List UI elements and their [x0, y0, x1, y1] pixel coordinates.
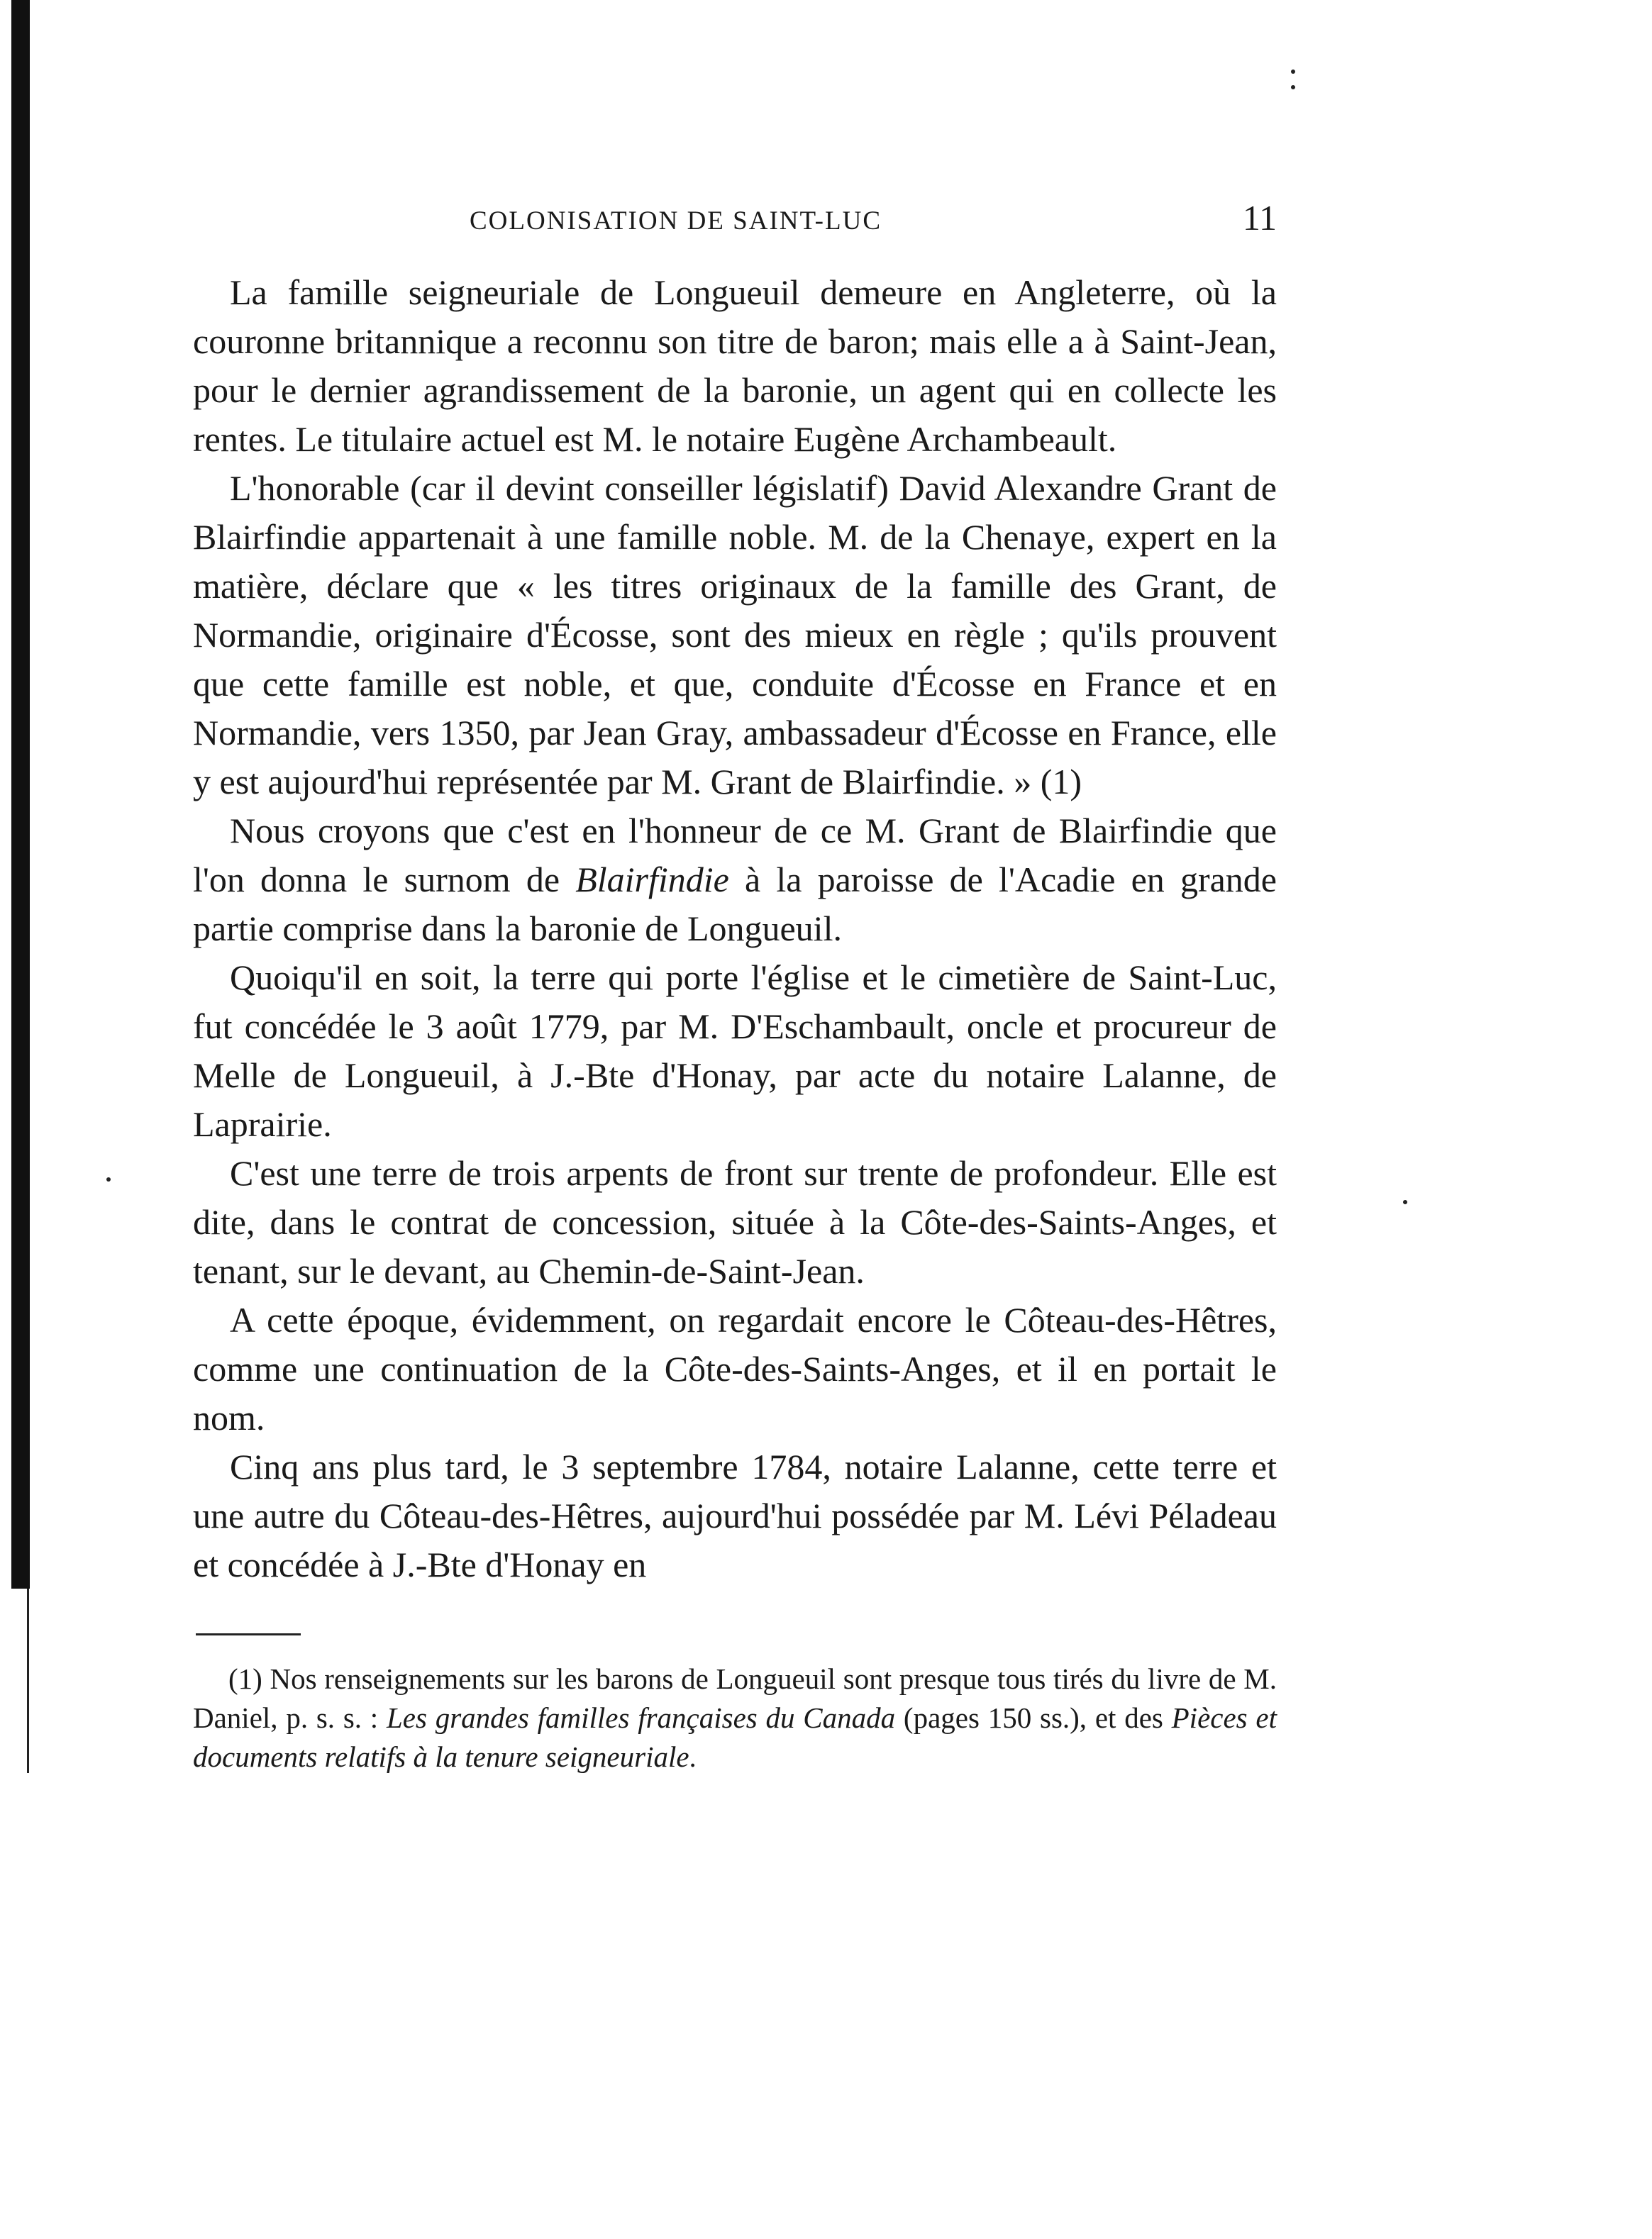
footnote-title: Pièces et documents relatifs à la tenure seigneuriale	[193, 1701, 1277, 1773]
binding-edge	[11, 0, 30, 1589]
page-number: 11	[1242, 198, 1277, 238]
binding-edge-line	[27, 1589, 29, 1773]
footnote-text: .	[689, 1740, 697, 1773]
book-page	[193, 199, 1277, 1777]
paragraph-text: Nous croyons que c'est en l'honneur de ce M. Grant de Blairfindie que l'on donna le surnom de	[193, 811, 1277, 899]
running-head	[193, 199, 1277, 255]
paragraph: La famille seigneuriale de Longueuil demeure en Angleterre, où la couronne britannique a reconnu son titre de baron; mais elle a à Saint-Jean, pour le dernier agrandissement de la baronie, un agent qui en collecte les rentes. Le titulaire actuel est M. le notaire Eugène Archambeault.	[193, 272, 1277, 459]
footnote-title: Les grandes familles françaises du Canada	[386, 1701, 896, 1734]
running-title: COLONISATION DE SAINT-LUC	[470, 206, 882, 235]
paragraph: L'honorable (car il devint conseiller législatif) David Alexandre Grant de Blairfindie appartenait à une famille noble. M. de la Chenaye, expert en la matière, déclare que « les titres originaux de la famille des Grant, de Normandie, originaire d'Écosse, sont des mieux en règle ; qu'ils prouvent que cette famille est noble, et que, conduite d'Écosse en France et en Normandie, vers 1350, par Jean Gray, ambassadeur d'Écosse en France, elle y est aujourd'hui représentée par M. Grant de Blairfindie. » (1)	[193, 468, 1277, 801]
scan-speck	[106, 1177, 111, 1182]
paragraph: C'est une terre de trois arpents de front sur trente de profondeur. Elle est dite, dans le contrat de concession, située à la Côte-des-Saints-Anges, et tenant, sur le devant, au Chemin-de-Saint-Jean.	[193, 1153, 1277, 1291]
footnote	[193, 1660, 1277, 1777]
body-text	[193, 268, 1277, 1589]
scan-speck	[1291, 85, 1295, 89]
italic-term: Blairfindie	[575, 860, 729, 899]
paragraph: A cette époque, évidemment, on regardait encore le Côteau-des-Hêtres, comme une continuation de la Côte-des-Saints-Anges, et il en portait le nom.	[193, 1300, 1277, 1438]
scan-speck	[1403, 1200, 1407, 1204]
footnote-rule	[196, 1633, 301, 1635]
paragraph-text: à la paroisse de l'Acadie en grande partie comprise dans la baronie de Longueuil.	[193, 860, 1277, 948]
footnote-text: (1) Nos renseignements sur les barons de Longueuil sont presque tous tirés du livre de M. Daniel, p. s. s. :	[193, 1662, 1277, 1734]
footnote-text: (pages 150 ss.), et des	[895, 1701, 1172, 1734]
paragraph: Quoiqu'il en soit, la terre qui porte l'église et le cimetière de Saint-Luc, fut concédée le 3 août 1779, par M. D'Eschambault, oncle et procureur de Melle de Longueuil, à J.-Bte d'Honay, par acte du notaire Lalanne, de Laprairie.	[193, 957, 1277, 1144]
paragraph: Cinq ans plus tard, le 3 septembre 1784, notaire Lalanne, cette terre et une autre du Côteau-des-Hêtres, aujourd'hui possédée par M. Lévi Péladeau et concédée à J.-Bte d'Honay en	[193, 1447, 1277, 1584]
paragraph	[193, 806, 1277, 953]
scan-speck	[1291, 70, 1295, 74]
